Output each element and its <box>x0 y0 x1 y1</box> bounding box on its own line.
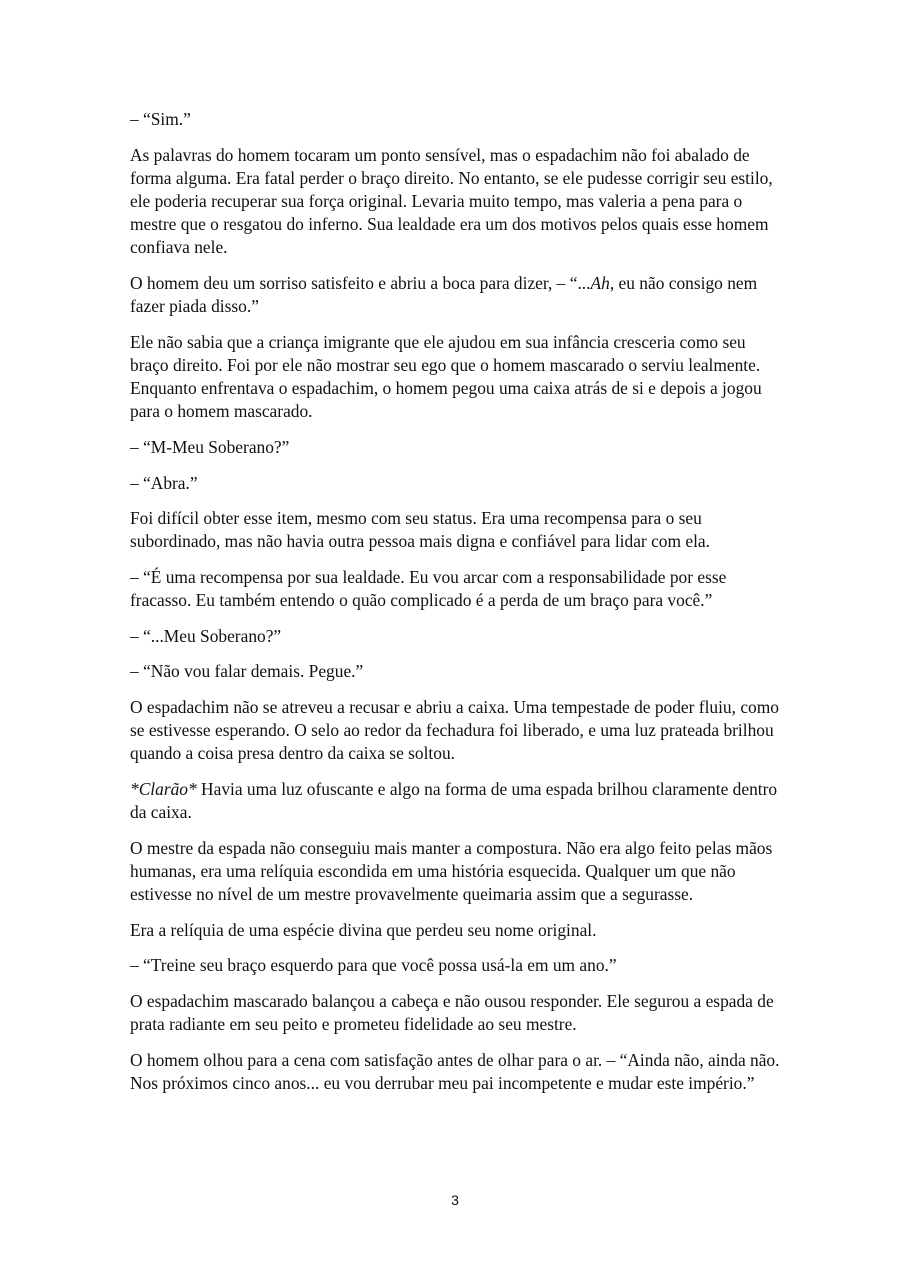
paragraph <box>130 566 782 612</box>
paragraph <box>130 108 782 131</box>
text-run: – “Treine seu braço esquerdo para que você possa usá-la em um ano.” <box>130 955 617 976</box>
text-run: O espadachim mascarado balançou a cabeça e não ousou responder. Ele segurou a espada de prata radiante em seu peito e prometeu fidelidade ao seu mestre. <box>130 990 774 1035</box>
paragraph <box>130 778 782 824</box>
paragraph <box>130 625 782 648</box>
text-run: Havia uma luz ofuscante e algo na forma de uma espada brilhou claramente dentro da caixa. <box>130 778 778 823</box>
text-run: – “Não vou falar demais. Pegue.” <box>130 661 364 682</box>
paragraph <box>130 331 782 424</box>
text-run: Foi difícil obter esse item, mesmo com seu status. Era uma recompensa para o seu subordinado, mas não havia outra pessoa mais digna e confiável para lidar com ela. <box>130 508 710 552</box>
paragraph <box>130 919 782 942</box>
paragraph <box>130 1049 782 1095</box>
text-run: – “É uma recompensa por sua lealdade. Eu vou arcar com a responsabilidade por esse fracasso. Eu também entendo o quão complicado é a perda de um braço para você.” <box>130 566 727 611</box>
paragraph <box>130 144 782 260</box>
text-run: – “Sim.” <box>130 109 191 129</box>
text-run: – “...Meu Soberano?” <box>130 625 282 646</box>
paragraph <box>130 507 782 553</box>
text-run: , eu não consigo nem fazer piada disso.” <box>130 273 758 317</box>
text-run: Ele não sabia que a criança imigrante que ele ajudou em sua infância cresceria como seu braço direito. Foi por ele não mostrar seu ego que o homem mascarado o serviu lealmente. Enquanto enfrentava o espadachim, o homem pegou uma caixa atrás de si e depois a jogou para o homem mascarado. <box>130 331 762 422</box>
paragraph <box>130 660 782 683</box>
text-run: O homem deu um sorriso satisfeito e abriu a boca para dizer, – “... <box>130 273 591 293</box>
italic-text: Ah <box>590 273 610 293</box>
paragraph <box>130 696 782 766</box>
text-run: As palavras do homem tocaram um ponto sensível, mas o espadachim não foi abalado de forma alguma. Era fatal perder o braço direito. No entanto, se ele pudesse corrigir seu estilo, ele poderia recuperar sua força original. Levaria muito tempo, mas valeria a pena para o mestre que o resgatou do inferno. Sua lealdade era um dos motivos pelos quais esse homem confiava nele. <box>130 144 773 258</box>
paragraph <box>130 954 782 977</box>
text-run: Era a relíquia de uma espécie divina que perdeu seu nome original. <box>130 919 597 940</box>
text-run: O mestre da espada não conseguiu mais manter a compostura. Não era algo feito pelas mãos humanas, era uma relíquia escondida em uma história esquecida. Qualquer um que não estivesse no nível de um mestre provavelmente queimaria assim que a segurasse. <box>130 837 773 905</box>
paragraph <box>130 272 782 318</box>
paragraph <box>130 837 782 907</box>
document-body <box>130 108 782 1108</box>
paragraph <box>130 436 782 459</box>
page-number: 3 <box>451 1192 459 1208</box>
italic-text: *Clarão* <box>130 778 197 799</box>
paragraph <box>130 990 782 1036</box>
text-run: – “M-Meu Soberano?” <box>130 437 290 457</box>
text-run: O espadachim não se atreveu a recusar e abriu a caixa. Uma tempestade de poder fluiu, como se estivesse esperando. O selo ao redor da fechadura foi liberado, e uma luz prateada brilhou quando a coisa presa dentro da caixa se soltou. <box>130 696 779 764</box>
paragraph <box>130 472 782 495</box>
text-run: – “Abra.” <box>130 472 198 493</box>
text-run: O homem olhou para a cena com satisfação antes de olhar para o ar. – “Ainda não, ainda não. Nos próximos cinco anos... eu vou derrubar meu pai incompetente e mudar este império.” <box>130 1049 780 1093</box>
